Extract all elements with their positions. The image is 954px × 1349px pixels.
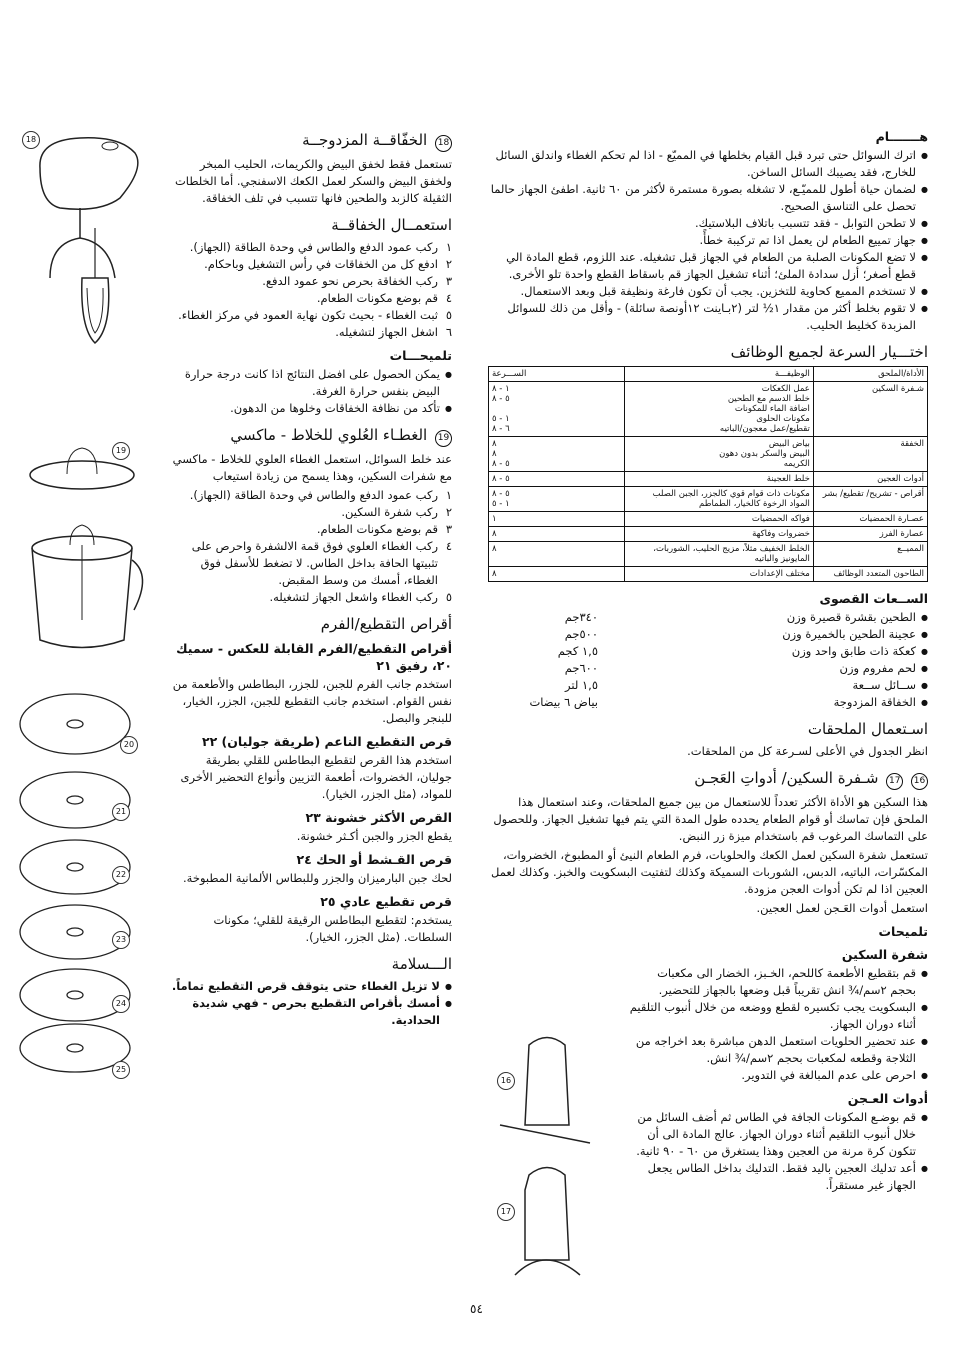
table-cell: ٨ ٨ ٥ - ٨ — [489, 437, 625, 472]
whisk-heading — [170, 130, 452, 152]
table-row — [489, 382, 928, 437]
figure-number: 17 — [886, 773, 903, 790]
whisk-steps — [170, 239, 452, 341]
accessories-heading: اسـتعمال الملحقات — [807, 720, 928, 738]
table-header: الأداة/الملحق — [813, 367, 927, 382]
figure-number: 19 — [435, 430, 452, 447]
lid-title: الغطـاء العُلوي للخلاط - ماكسي — [230, 426, 428, 444]
knife-heading — [488, 768, 928, 790]
table-row — [489, 437, 928, 472]
table-header: الســـرعة — [489, 367, 625, 382]
step-item: ١ ركب عمود الدفع والطاس في وحدة الطاقة (الجهاز). — [189, 488, 452, 502]
table-cell: ٥ - ٨ — [489, 472, 625, 487]
important-item: ● جهاز تمييع الطعام لن يعمل اذا تم تركيبة خطأً. — [488, 232, 928, 249]
capacity-heading: الســعات القصوى — [819, 591, 928, 606]
table-cell: أقراص - تشريح/ تقطيع/ بشر — [813, 487, 927, 512]
capacity-amount: ٦٠٠جم — [564, 661, 598, 675]
disc-title: قرص تقطيع عادي ٢٥ — [320, 894, 452, 909]
important-item: ● لا تضع المكونات الصلبة من الطعام في الجهاز قبل تشغيله. عند اللزوم، قطع المادة الي قطع أصغر؛ أزل سدادة الملئ؛ أثناء تشغيل الجهاز قم باسقاط القطع واحدة تلو الأخرى. — [488, 249, 928, 283]
table-cell: ٥ - ٨ ١ - ٥ — [489, 487, 625, 512]
table-cell: مختلف الإعدادات — [625, 567, 814, 582]
important-heading: هـــــــام — [875, 129, 928, 144]
step-item: ٥ ثبت الغطاء - بحيث تكون نهاية العمود في مركز الغطاء. — [178, 308, 452, 322]
table-cell: الخفقة — [813, 437, 927, 472]
capacity-amount: ٣٤٠جم — [564, 610, 598, 624]
tip-item: ● يمكن الحصول على افضل النتائج اذا كانت درجة حرارة البيض بنفس حرارة الغرفة. — [170, 366, 452, 400]
knife-dough-illustration — [495, 1025, 605, 1290]
table-cell: ٨ — [489, 542, 625, 567]
safety-list — [170, 978, 452, 1029]
table-cell: خلط العجينة — [625, 472, 814, 487]
figure-label: 25 — [112, 1061, 130, 1079]
disc-text: يستخدم: لتقطيع البطاطس الرقيقة للقلي؛ مكونات السلطات. (مثل الجزر، الخيار). — [213, 913, 452, 944]
capacity-label: ● لحم مفروم وزن — [839, 661, 916, 675]
whisk-tips-heading: تلميحـــات — [389, 348, 452, 363]
safety-heading: الـــسلامة — [391, 955, 452, 973]
step-item: ٣ قم بوضع مكونات الطعام. — [316, 522, 452, 536]
capacity-label: ● عجينة الطحين بالخميرة وزن — [782, 627, 916, 641]
important-item: ● اترك السوائل حتى تبرد قبل القيام بخلطها في المميّع - اذا لم تحكم الغطاء واندلق السائل للخارج، فقد يصيبك السائل الساخن. — [488, 147, 928, 181]
important-item: ● لا تستخدم المميع كحاوية للتخزين. يجب أن تكون فارغة ونظيفة قبل وبعد الاستعمال. — [488, 283, 928, 300]
knife-tips-heading: شفرة السكين — [841, 947, 928, 962]
disc-text: استخدم هذا القرص لتقطيع البطاطس للقلي بطريقة جوليان، الخضروات، أطعمة التزيين وأنواع التحضير الأخرى للمواد، (مثل الجزر، الخيار). — [180, 753, 452, 801]
table-cell: بياض البيض البيض والسكر بدون دهون الكريمه — [625, 437, 814, 472]
capacity-label: ● ســائل ســعة — [852, 678, 916, 692]
important-item: ● لا تطحن التوابل - فقد تتسبب باتلاف البلاستيك. — [488, 215, 928, 232]
whisk-use-heading: استعمــال الخفاقــة — [331, 216, 452, 234]
whisk-title: الخفّاقــة المزدوجــة — [302, 131, 428, 149]
capacity-amount: بياض ٦ بيضات — [529, 695, 598, 709]
capacity-label: ● الخفاقة المزدوجة — [833, 695, 916, 709]
capacity-item — [488, 677, 928, 694]
capacity-item — [488, 609, 928, 626]
whisk-tips-list — [170, 366, 452, 417]
table-row — [489, 567, 928, 582]
tip-item: ● عند تحضير الحلويات استعمل الدهن مباشرة بعد اخراجه من الثلاجة وقطعه لمكعبات بحجم ٢سم/¾ انش. — [628, 1033, 928, 1067]
disc-title: القرص الأكثر خشونة ٢٣ — [305, 810, 452, 825]
table-cell: الطاحون المتعدد الوظائف — [813, 567, 927, 582]
table-cell: عصـارة الحمضيات — [813, 512, 927, 527]
dough-tips-list — [628, 1109, 928, 1194]
dough-tips-heading: أدوات العـجن — [847, 1091, 928, 1106]
figure-label: 23 — [112, 931, 130, 949]
left-column — [170, 122, 452, 1029]
figure-number: 18 — [435, 135, 452, 152]
speed-heading: اختـــيار السرعة لجميع الوظائف — [730, 343, 928, 361]
disc-title: قرص القـشط أو الحك ٢٤ — [296, 852, 452, 867]
disc-text: يقطع الجزر والجبن أكـثر خشونة. — [296, 829, 452, 843]
capacity-amount: ١,٥ لتر — [565, 678, 598, 692]
tip-item: ● احرص على عدم المبالغة في التدوير. — [628, 1067, 928, 1084]
knife-title: شـفرة السكين/ أدواتِ العَجـن — [694, 769, 879, 787]
tips-heading: تلميحات — [878, 924, 928, 939]
tip-item: ● تأكد من نظافة الخفاقات وخلوها من الدهون. — [170, 400, 452, 417]
step-item: ٦ اشغل الجهاز لتشغيله. — [335, 325, 452, 339]
speed-table-body — [489, 382, 928, 582]
knife-text: استعمل أدوات العَـجن لعمل العجين. — [756, 901, 928, 915]
capacity-item — [488, 660, 928, 677]
page-number: ٥٤ — [470, 1302, 483, 1316]
table-cell: شـفرة السكين — [813, 382, 927, 437]
table-cell: ٨ — [489, 527, 625, 542]
tip-item: ● قم بوضـع المكونات الجافة في الطاس ثم أضف السائل من خلال أنبوب التلقيم أثناء دوران الجهاز. عالج المادة الى أن تتكون كرة مرنة من العجين وهذا يستغرق من ٦٠ - ٩٠ ثانية. — [628, 1109, 928, 1160]
table-row — [489, 472, 928, 487]
table-cell: عمل الكعكات خلط الدسم مع الطحين اضافة الماء للمكونات مكونات الحلوى تقطيع/عمل معجون/الباتيه — [625, 382, 814, 437]
safety-item: ● لا تزيل الغطاء حتى يتوقف قرص التقطيع تماماً. — [170, 978, 452, 995]
important-list — [488, 147, 928, 334]
capacity-item — [488, 626, 928, 643]
table-cell: فواكه الحمضيات — [625, 512, 814, 527]
step-item: ٤ قم بوضع مكونات الطعام. — [316, 291, 452, 305]
table-row — [489, 542, 928, 567]
step-item: ١ ركب عمود الدفع والطاس في وحدة الطاقة (الجهاز). — [189, 240, 452, 254]
lid-heading — [170, 425, 452, 447]
important-item: ● لضمان حياة أطول للمميّـع، لا تشغله بصورة مستمرة لأكثر من ٦٠ ثانية. اطفئ الجهاز حالما تحصل على التناسق الصحيح. — [488, 181, 928, 215]
table-cell: المميــع — [813, 542, 927, 567]
disc-title: قرص التقطيع الناعم (طريقة جوليان) ٢٢ — [201, 734, 452, 749]
lid-text: عند خلط السوائل، استعمل الغطاء العلوي للخلاط - ماكسي مع شفرات السكين، وهذا يسمح من زيادة استيعاب — [172, 452, 452, 483]
figure-label: 18 — [22, 131, 40, 149]
discs-heading: أقراص التقطيع/الفرم — [320, 615, 452, 633]
capacity-item — [488, 643, 928, 660]
figure-label: 16 — [497, 1072, 515, 1090]
tip-item: ● البسكويت يجب تكسيره لقطع ووضعه من خلال أنبوب التلقيم أثناء دوران الجهاز. — [628, 999, 928, 1033]
table-cell: ١ — [489, 512, 625, 527]
table-row — [489, 487, 928, 512]
tip-item: ● أعد تدليك العجين باليد فقط. التدليك بداخل الطاس يجعل الجهاز غير مستقراً. — [628, 1160, 928, 1194]
disc-text: استخدم جانب الفرم للجبن، للجزر، البطاطس والأطعمة من نفس القوام. استخدم جانب التقطيع للجبن، الجزر، الخيار، للبنجر والبصل. — [172, 677, 452, 725]
figure-label: 19 — [112, 442, 130, 460]
twin-whisk-illustration — [20, 128, 150, 358]
capacity-label: ● الطحين بقشرة قصيرة وزن — [786, 610, 916, 624]
knife-text: تستعمل شفرة السكين لعمل الكعك والحلويات، فرم الطعام النيئ أو المطبوخ، الخضروات، المكسّرات، الباتيه، الدبس، الشوربات السميكة وكذلك لتفتيت البسكويت والخبز. وكذلك لعمل العجين اذا لم تكن أدوات العجن مزودة. — [490, 848, 928, 896]
capacity-label: ● كعكة ذات طابق واحد وزن — [791, 644, 916, 658]
step-item: ٣ ركب الخفاقة بحرص نحو عمود الدفع. — [262, 274, 452, 288]
capacity-amount: ٥٠٠جم — [564, 627, 598, 641]
step-item: ٢ ادفع كل من الخفاقات في رأس التشغيل وباحكام. — [204, 257, 452, 271]
table-cell: خضروات وفاكهة — [625, 527, 814, 542]
figure-label: 20 — [120, 736, 138, 754]
capacity-amount: ١,٥ كجم — [557, 644, 598, 658]
disc-title: أقراص التقطيع/الفرم القابلة للعكس - سميك ٢٠، رفيق ٢١ — [176, 641, 452, 673]
blender-lid-illustration — [22, 440, 162, 670]
whisk-text: تستعمل فقط لخفق البيض والكريمات، الحليب المبخر ولخفق البيض والسكر لعمل الكعك الاسفنجي. أما الخلطات الثقيلة كالزبد والطحين فانها تتسبب في تلف الخفاقة. — [174, 157, 452, 205]
lid-steps — [170, 487, 452, 606]
table-row — [489, 527, 928, 542]
figure-label: 22 — [112, 866, 130, 884]
tip-item: ● قم بتقطيع الأطعمة كاللحم، الخـبز، الخضار الى مكعبات بحجم ٢سم/¾ انش تقريباً قبل وضعها بالجهاز للتحضير. — [628, 965, 928, 999]
step-item: ٤ ركب الغطاء العلوي فوق قمة الالشفرة واحرص على تثبيتها الحافة بداخل الطاس. لا تضغط للأسفل فوق الغطاء، أمسك من وسط المقبض. — [191, 539, 452, 587]
step-item: ٥ ركب الغطاء واشعل الجهاز لتشغيله. — [269, 590, 452, 604]
safety-item: ● أمسك بأقراص التقطيع بحرص - فهي شديدة الحدادية. — [170, 995, 452, 1029]
table-cell: الخلط الخفيف مثلاً، مزيج الحليب، الشوربات، المايونيز والباتيه — [625, 542, 814, 567]
speed-table — [488, 366, 928, 582]
table-cell: مكونات ذات قوام قوي كالجزر، الجبن الصلب المواد الرخوة كالخيار، الطماطم — [625, 487, 814, 512]
accessories-text: انظر الجدول في الأعلى لسـرعة كل من الملحقات. — [687, 744, 928, 758]
table-cell: أدوات العجين — [813, 472, 927, 487]
figure-number: 16 — [911, 773, 928, 790]
figure-label: 21 — [112, 803, 130, 821]
capacity-item — [488, 694, 928, 711]
table-cell: ١ - ٨ ٥ - ٨ ١ - ٥ ٦ - ٨ — [489, 382, 625, 437]
figure-label: 24 — [112, 995, 130, 1013]
step-item: ٢ ركب شفرة السكين. — [341, 505, 452, 519]
disc-text: لحك جبن البارميزان والجزر وللبطاس الألمانية المطبوخة. — [183, 871, 452, 885]
table-header: الوظيفـــة — [625, 367, 814, 382]
knife-tips-list — [628, 965, 928, 1084]
table-cell: عصارة الفرز — [813, 527, 927, 542]
important-item: ● لا تقوم بخلط أكثر من مقدار ١½ لتر (٢بـاينت ١٢أونصة سائلة) - وأقل من ذلك للسوائل المزبدة كخليط الحليب. — [488, 300, 928, 334]
capacity-list — [488, 609, 928, 711]
table-row — [489, 512, 928, 527]
knife-text: هذا السكين هو الأداة الأكثر تعدداً للاستعمال من بين جميع الملحقات، وعند استعمال هذا الملحق فإن تماسك أو قوام الطعام يحدده طول المدة التي يتم فيها تشغيل الجهاز. وللحصول على التماسك المرغوب قم باستخدام ميزة زر النبض. — [493, 795, 928, 843]
table-cell: ٨ — [489, 567, 625, 582]
figure-label: 17 — [497, 1203, 515, 1221]
